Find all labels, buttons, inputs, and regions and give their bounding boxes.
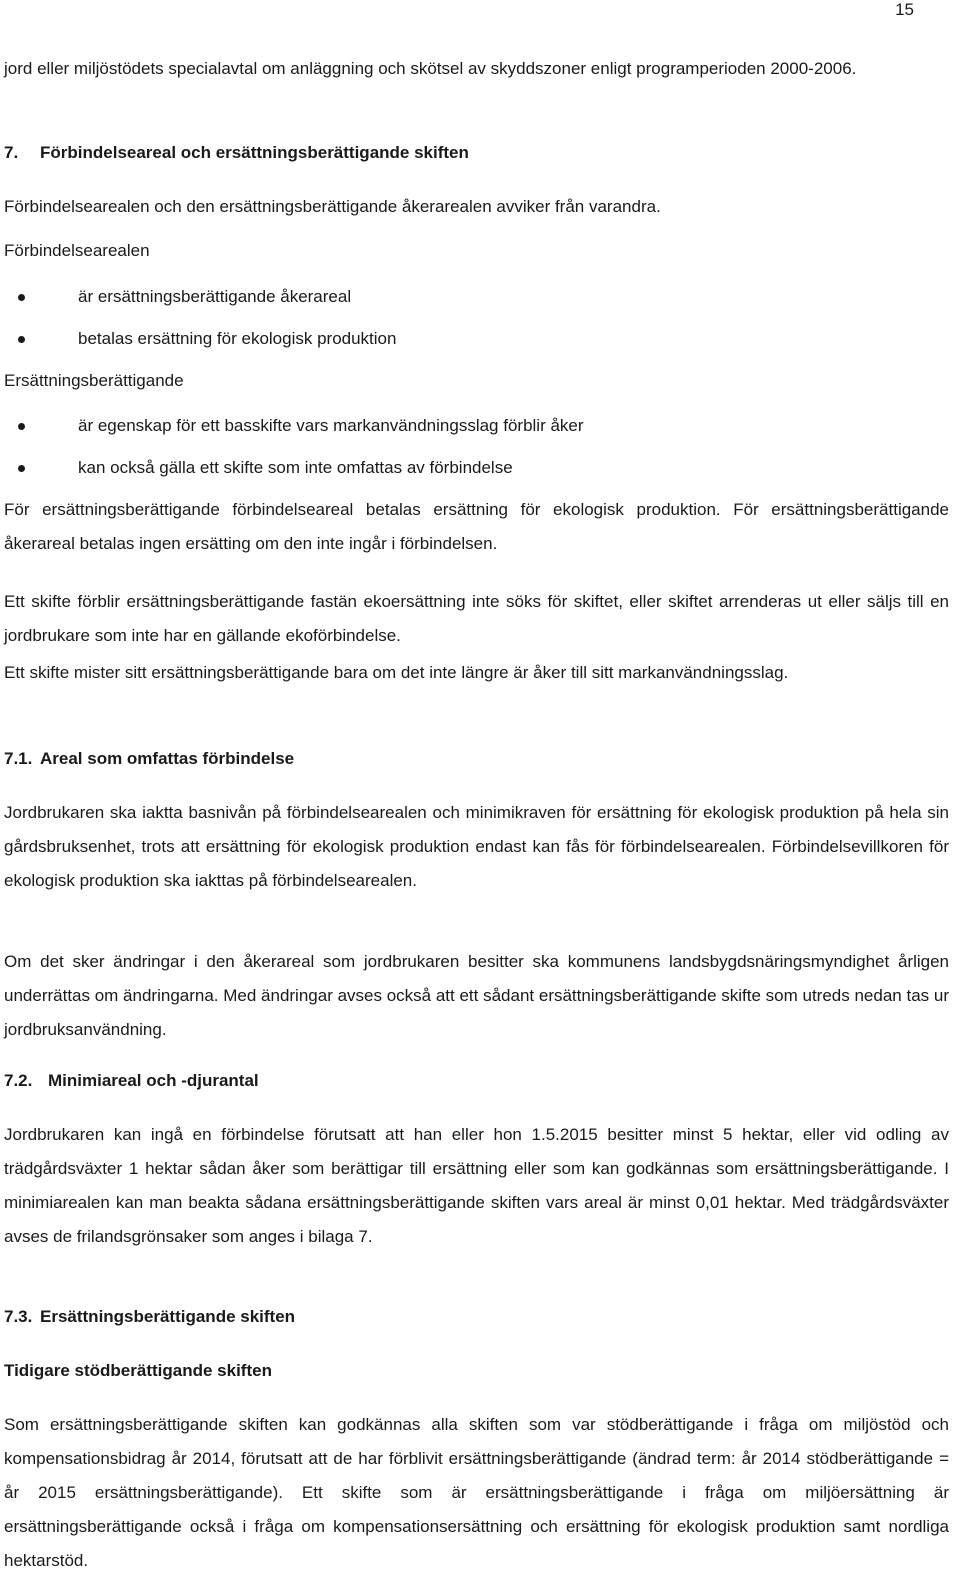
section-7-paragraph-2: För ersättningsberättigande förbindelseareal betalas ersättning för ekologisk produktion. För ersättningsberättigande åkerareal betalas ingen ersätting om den inte ingår i förbindelsen. — [4, 500, 949, 553]
section-number: 7.2. — [4, 1071, 33, 1090]
section-7-2-paragraph-1: Jordbrukaren kan ingå en förbindelse förutsatt att han eller hon 1.5.2015 besitter minst 5 hektar, eller vid odling av trädgårdsväxter 1 hektar sådan åker som berättigar till ersättning eller som kan godkännas som ersättningsberättigande. I minimiarealen kan man beakta sådana ersättningsberättigande skiften vars areal är minst 0,01 hektar. Med trädgårdsväxter avses de frilandsgrönsaker som anges i bilaga 7. — [4, 1125, 949, 1246]
label-forbindelsearealen: Förbindelsearealen — [4, 241, 150, 260]
page-number: 15 — [895, 0, 914, 19]
section-7-3-subtitle: Tidigare stödberättigande skiften — [4, 1361, 272, 1380]
section-title: Areal som omfattas förbindelse — [40, 749, 295, 768]
section-7-paragraph-4: Ett skifte mister sitt ersättningsberättigande bara om det inte längre är åker till sitt markanvändningsslag. — [4, 663, 789, 682]
section-title: Förbindelseareal och ersättningsberättigande skiften — [40, 143, 469, 162]
bullet-list-2 — [4, 405, 949, 489]
section-7-paragraph-3: Ett skifte förblir ersättningsberättigande fastän ekoersättning inte söks för skiftet, eller skiftet arrenderas ut eller säljs till en jordbrukare som inte har en gällande ekoförbindelse. — [4, 592, 949, 645]
section-7-heading — [4, 136, 949, 170]
section-7-2-heading — [4, 1064, 949, 1098]
section-title: Ersättningsberättigande skiften — [40, 1307, 296, 1326]
intro-paragraph: jord eller miljöstödets specialavtal om anläggning och skötsel av skyddszoner enligt programperioden 2000-2006. — [4, 59, 857, 78]
bullet-icon — [18, 465, 25, 472]
section-number: 7.1. — [4, 749, 33, 768]
section-title: Minimiareal och -djurantal — [48, 1071, 259, 1090]
bullet-item: kan också gälla ett skifte som inte omfattas av förbindelse — [4, 447, 949, 489]
bullet-item: är egenskap för ett basskifte vars markanvändningsslag förblir åker — [4, 405, 949, 447]
bullet-icon — [18, 336, 25, 343]
bullet-icon — [18, 423, 25, 430]
bullet-item: är ersättningsberättigande åkerareal — [4, 276, 949, 318]
section-number: 7.3. — [4, 1307, 33, 1326]
label-ersattningsberattigande: Ersättningsberättigande — [4, 371, 184, 390]
bullet-icon — [18, 294, 25, 301]
section-number: 7. — [4, 143, 19, 162]
section-7-1-paragraph-2: Om det sker ändringar i den åkerareal som jordbrukaren besitter ska kommunens landsbygdsnäringsmyndighet årligen underrättas om ändringarna. Med ändringar avses också att ett sådant ersättningsberättigande skifte som utreds nedan tas ur jordbruksanvändning. — [4, 952, 949, 1039]
section-7-1-heading — [4, 742, 949, 776]
bullet-list-1 — [4, 276, 949, 360]
bullet-item: betalas ersättning för ekologisk produktion — [4, 318, 949, 360]
section-7-3-paragraph-1: Som ersättningsberättigande skiften kan godkännas alla skiften som var stödberättigande i fråga om miljöstöd och kompensationsbidrag år 2014, förutsatt att de har förblivit ersättningsberättigande (ändrad term: år 2014 stödberättigande = år 2015 ersättningsberättigande). Ett skifte som är ersättningsberättigande i fråga om miljöersättning är ersättningsberättigande också i fråga om kompensationsersättning och ersättning för ekologisk produktion samt nordliga hektarstöd. — [4, 1415, 949, 1570]
section-7-1-paragraph-1: Jordbrukaren ska iaktta basnivån på förbindelsearealen och minimikraven för ersättning för ekologisk produktion på hela sin gårdsbruksenhet, trots att ersättning för ekologisk produktion endast kan fås för förbindelsearealen. Förbindelsevillkoren för ekologisk produktion ska iakttas på förbindelsearealen. — [4, 803, 949, 890]
section-7-3-heading — [4, 1300, 949, 1334]
section-7-paragraph-1: Förbindelsearealen och den ersättningsberättigande åkerarealen avviker från varandra. — [4, 197, 661, 216]
